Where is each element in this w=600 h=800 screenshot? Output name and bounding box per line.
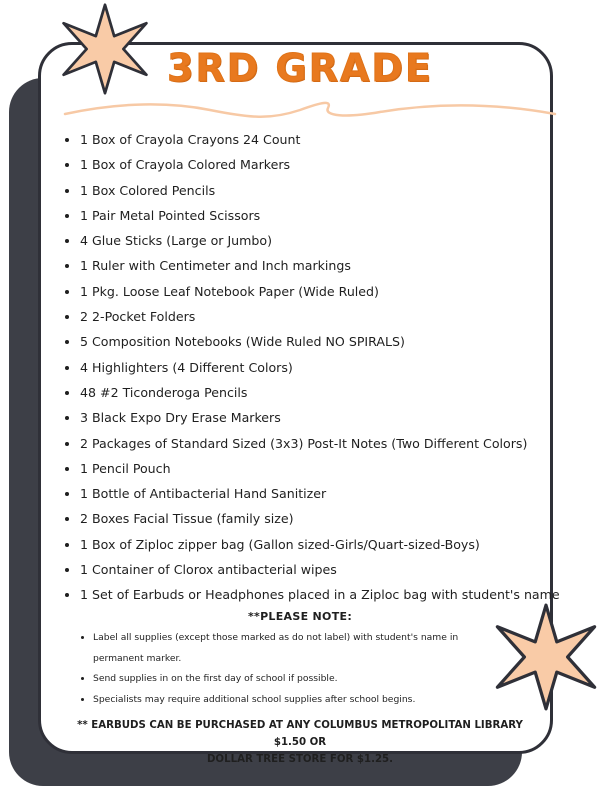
supply-item: • 1 Box of Crayola Colored Markers: [80, 152, 580, 177]
footer-note-line: ** EARBUDS CAN BE PURCHASED AT ANY COLUMBUS METROPOLITAN LIBRARY $1.50 OR: [77, 720, 523, 748]
supply-item: • 1 Box Colored Pencils: [80, 178, 580, 203]
note-heading: **PLEASE NOTE:: [247, 610, 353, 623]
supply-item: • 1 Pencil Pouch: [80, 456, 580, 481]
squiggle-divider-icon: [60, 96, 560, 126]
footer-note-line: DOLLAR TREE STORE FOR $1.25.: [206, 754, 394, 765]
supply-item: • 3 Black Expo Dry Erase Markers: [80, 405, 580, 430]
supply-item: • 1 Set of Earbuds or Headphones placed in a Ziploc bag with student's name: [80, 582, 580, 607]
supply-item: • 2 2-Pocket Folders: [80, 304, 580, 329]
supply-item: • 2 Boxes Facial Tissue (family size): [80, 506, 580, 531]
supply-item: • 5 Composition Notebooks (Wide Ruled NO SPIRALS): [80, 329, 580, 354]
note-list: [78, 628, 493, 710]
supply-item: • 2 Packages of Standard Sized (3x3) Post-It Notes (Two Different Colors): [80, 431, 580, 456]
note-item: • Specialists may require additional school supplies after school begins.: [93, 690, 493, 711]
supply-item: • 1 Box of Crayola Crayons 24 Count: [80, 127, 580, 152]
supply-item: • 48 #2 Ticonderoga Pencils: [80, 380, 580, 405]
supply-list: [54, 127, 580, 608]
note-item: • Send supplies in on the first day of school if possible.: [93, 669, 493, 690]
supply-item: • 1 Pair Metal Pointed Scissors: [80, 203, 580, 228]
supply-item: • 1 Bottle of Antibacterial Hand Sanitizer: [80, 481, 580, 506]
supply-item: • 4 Glue Sticks (Large or Jumbo): [80, 228, 580, 253]
page-title: 3RD GRADE: [167, 46, 433, 90]
footer-note: [70, 717, 530, 768]
supply-item: • 1 Container of Clorox antibacterial wipes: [80, 557, 580, 582]
note-item: • Label all supplies (except those marked as do not label) with student's name in permanent marker.: [93, 628, 493, 669]
supply-item: • 1 Ruler with Centimeter and Inch markings: [80, 253, 580, 278]
supply-item: • 4 Highlighters (4 Different Colors): [80, 355, 580, 380]
star-decoration-icon: [492, 603, 600, 711]
supply-item: • 1 Pkg. Loose Leaf Notebook Paper (Wide Ruled): [80, 279, 580, 304]
supply-item: • 1 Box of Ziploc zipper bag (Gallon sized-Girls/Quart-sized-Boys): [80, 532, 580, 557]
